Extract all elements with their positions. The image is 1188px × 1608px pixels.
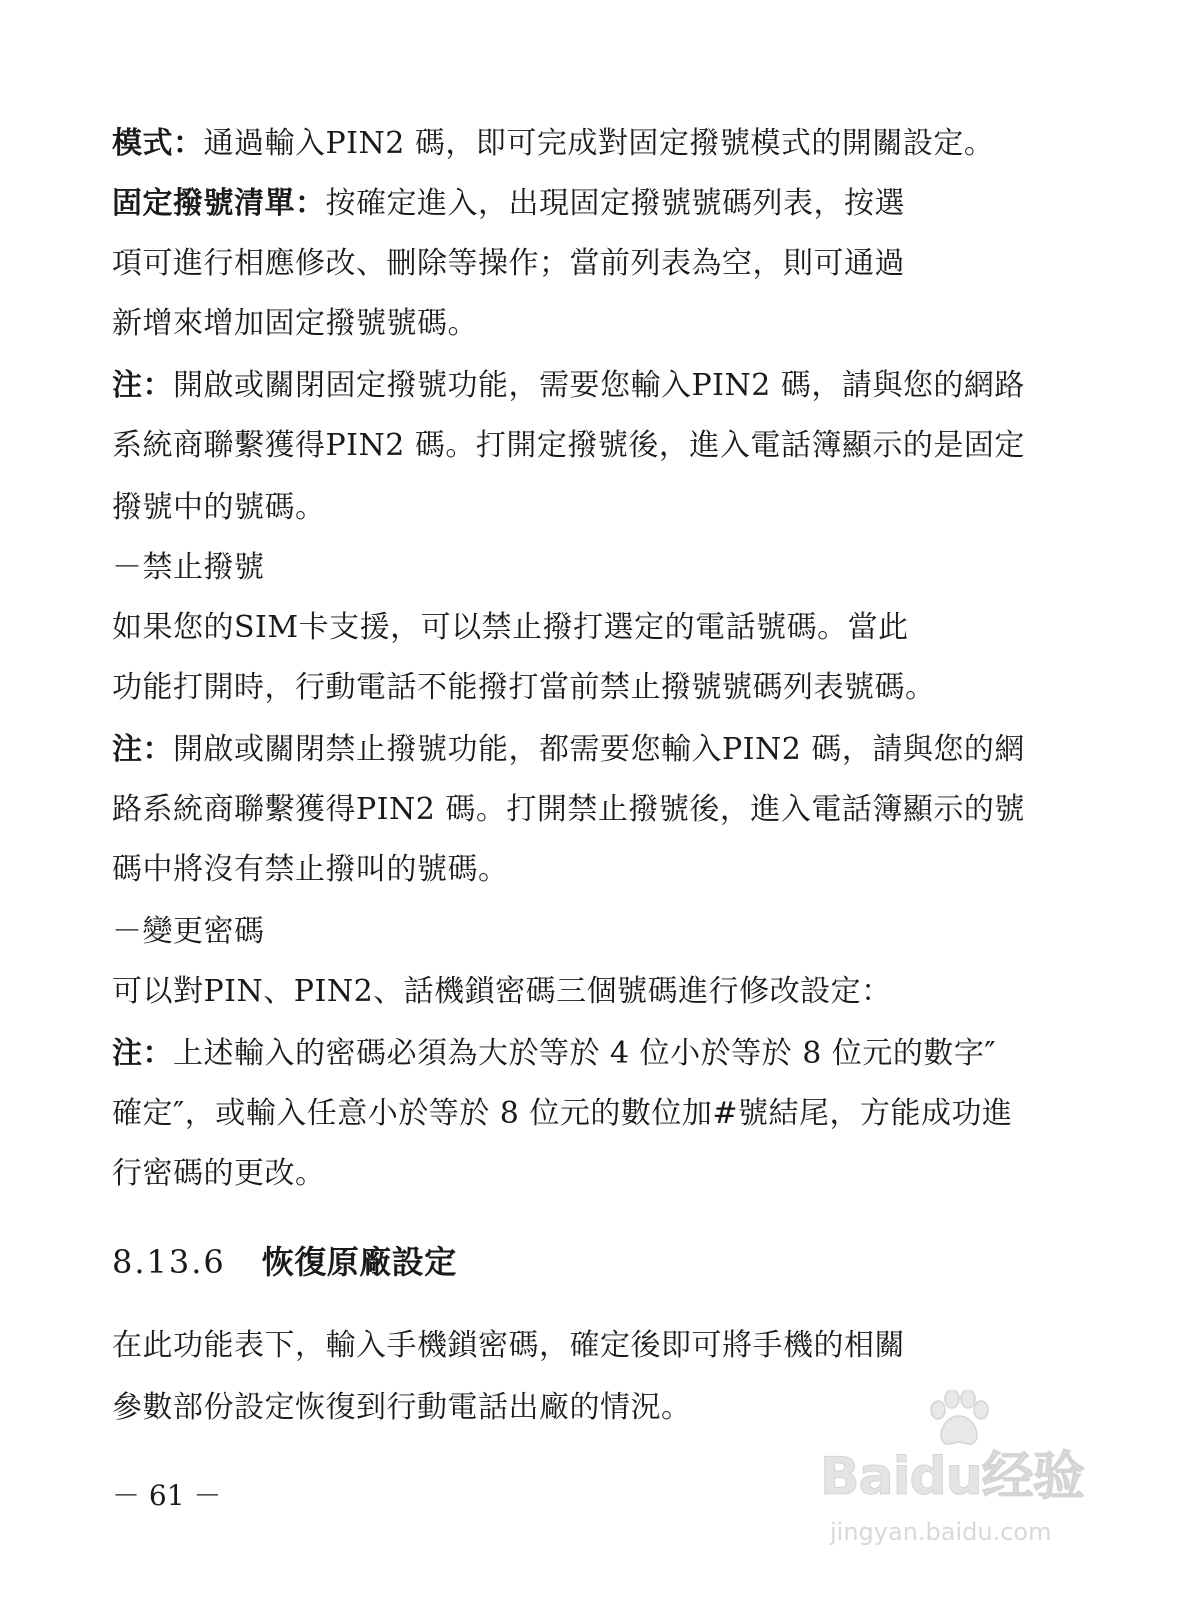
text-line-18: 行密碼的更改。 — [112, 1156, 326, 1191]
page-number: － 61 － — [112, 1479, 222, 1512]
section-text-line-2: 參數部份設定恢復到行動電話出廠的情況。 — [112, 1390, 692, 1425]
section-title: 恢復原廠設定 — [261, 1243, 457, 1281]
text-line-13: 碼中將沒有禁止撥叫的號碼。 — [112, 852, 509, 887]
section-number: 8.13.6 — [112, 1243, 226, 1281]
text-line-2: 固定撥號清單：按確定進入，出現固定撥號號碼列表，按選 — [112, 186, 905, 221]
watermark-logo-text: Baidu经验 — [820, 1447, 1084, 1507]
text-line-17: 確定″，或輸入任意小於等於 8 位元的數位加#號結尾，方能成功進 — [112, 1096, 1013, 1131]
watermark-url: jingyan.baidu.com — [830, 1518, 1052, 1546]
text-line-4: 新增來增加固定撥號號碼。 — [112, 306, 478, 341]
text-line-7: 撥號中的號碼。 — [112, 490, 326, 525]
text-line-12: 路系統商聯繫獲得PIN2 碼。打開禁止撥號後，進入電話簿顯示的號 — [112, 792, 1025, 827]
text-line-1: 模式：通過輸入PIN2 碼，即可完成對固定撥號模式的開關設定。 — [112, 126, 995, 161]
baidu-watermark — [820, 1390, 1100, 1590]
text-line-11: 注：開啟或關閉禁止撥號功能，都需要您輸入PIN2 碼，請與您的網 — [112, 732, 1025, 767]
text-line-5: 注：開啟或關閉固定撥號功能，需要您輸入PIN2 碼，請與您的網路 — [112, 368, 1025, 403]
section-text-line-1: 在此功能表下，輸入手機鎖密碼，確定後即可將手機的相關 — [112, 1328, 905, 1363]
text-line-16: 注：上述輸入的密碼必須為大於等於 4 位小於等於 8 位元的數字″ — [112, 1036, 997, 1071]
subsection-title-fixed-dial-block: －禁止撥號 — [112, 550, 265, 585]
text-line-10: 功能打開時，行動電話不能撥打當前禁止撥號號碼列表號碼。 — [112, 670, 936, 705]
subsection-title-change-password: －變更密碼 — [112, 914, 265, 949]
text-line-15: 可以對PIN、PIN2、話機鎖密碼三個號碼進行修改設定： — [112, 974, 892, 1009]
text-line-6: 系統商聯繫獲得PIN2 碼。打開定撥號後，進入電話簿顯示的是固定 — [112, 428, 1025, 463]
section-heading — [112, 1242, 457, 1282]
text-line-3: 項可進行相應修改、刪除等操作；當前列表為空，則可通過 — [112, 246, 905, 281]
text-line-9: 如果您的SIM卡支援，可以禁止撥打選定的電話號碼。當此 — [112, 610, 909, 645]
